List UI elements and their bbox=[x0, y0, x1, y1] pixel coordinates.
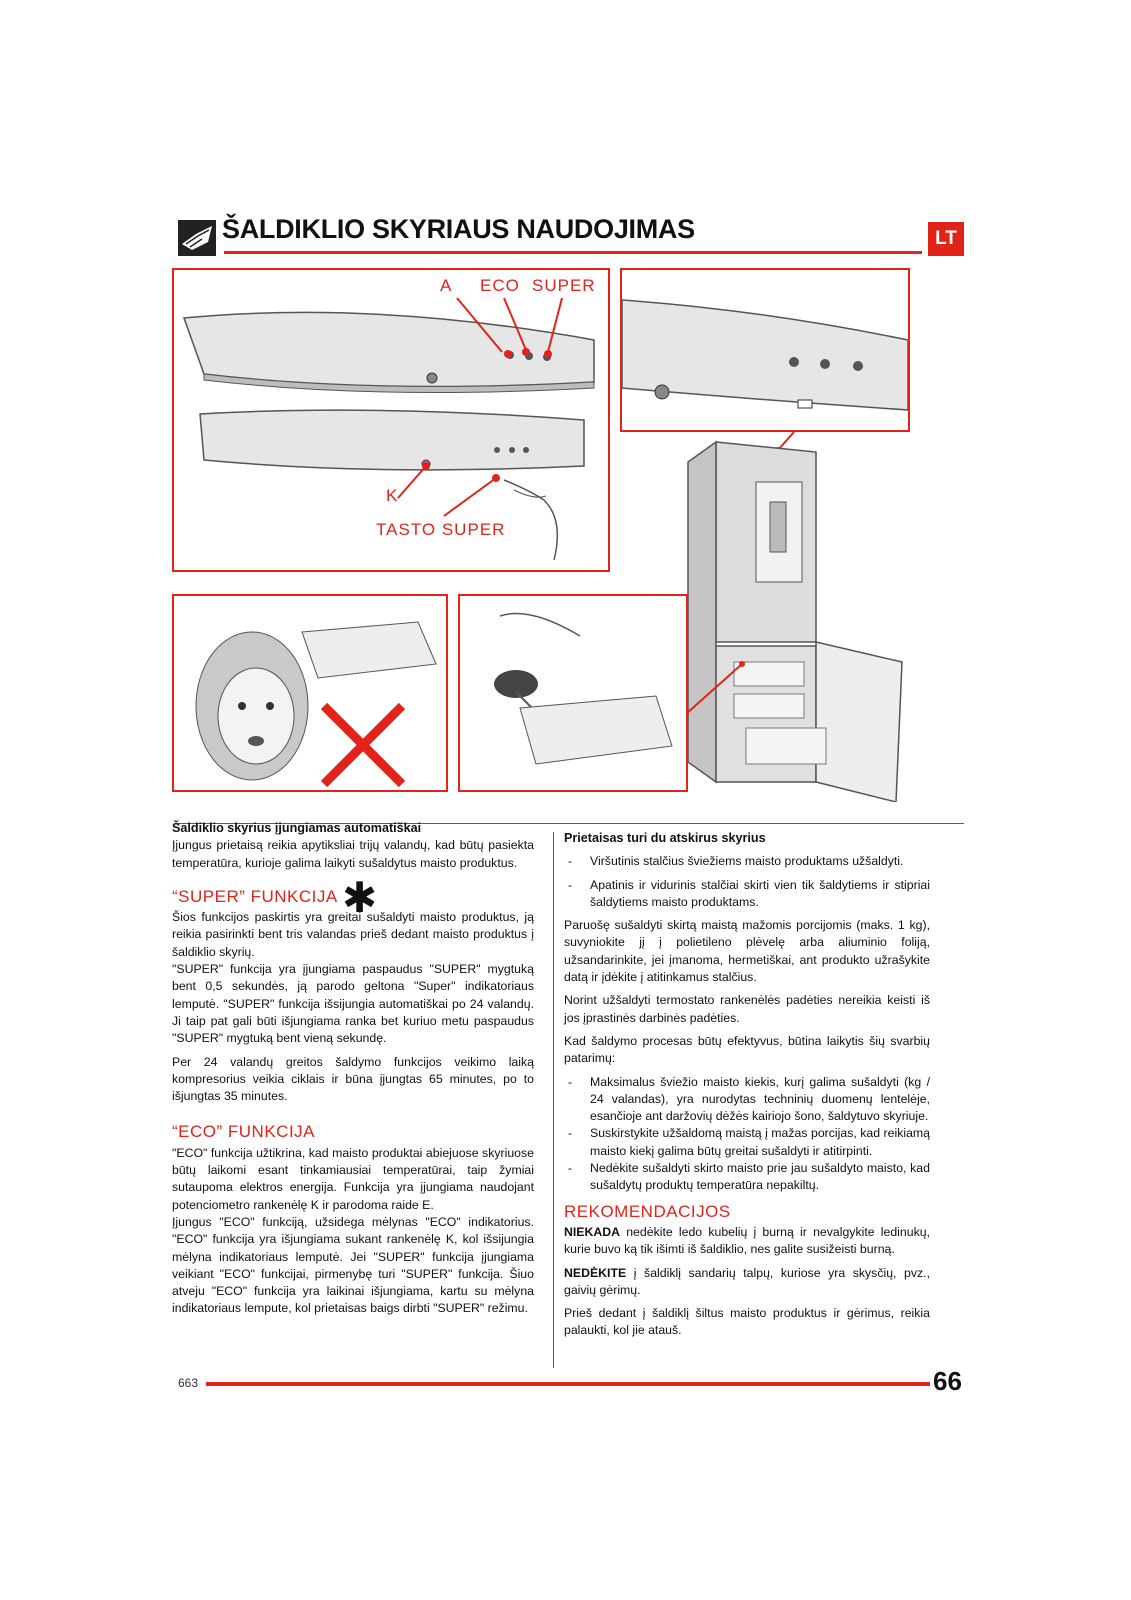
label-a: A bbox=[440, 276, 453, 295]
auto-start-heading: Šaldiklio skyrius įjungiamas automatiškai bbox=[172, 821, 422, 835]
super-compressor-text: Per 24 valandų greitos šaldymo funkcijos veikimo laiką kompresorius veikia ciklais ir būna įjungtas 65 minutes, po to išjungtas 35 minutes. bbox=[172, 1054, 534, 1104]
book-icon bbox=[178, 220, 216, 256]
fridge-illustration bbox=[686, 432, 910, 802]
label-k: K bbox=[386, 486, 399, 505]
eco-purpose-text: "ECO" funkcija užtikrina, kad maisto produktai abiejuose skyriuose būtų laikomi esant tinkamiausiai temperatūrai, taip žymiai sutaupoma elektros energija. Funkcija yra įjungiama naudojant potenciometro rankenėlę K ir parodoma raide E. bbox=[172, 1145, 534, 1212]
super-purpose-text: Šios funkcijos paskirtis yra greitai sušaldyti maisto produktus, ją reikia pasirinkti bent tris valandas prieš dedant maisto produktus į šaldiklio skyrių. bbox=[172, 910, 534, 959]
asterisk-icon: ✱ bbox=[342, 873, 378, 921]
super-function-heading: “SUPER” FUNKCIJA ✱ bbox=[172, 873, 378, 921]
child-ice-warning-illustration bbox=[174, 596, 446, 790]
thermostat-text: Norint užšaldyti termostato rankenėlės padėties nereikia keisti iš jos įprastinės darbinės padėties. bbox=[564, 993, 930, 1025]
auto-start-text: Įjungus prietaisą reikia apytiksliai trijų valandų, kad būtų pasiekta temperatūra, kurioje galima laikyti sušaldytus maisto produktus. bbox=[172, 838, 534, 870]
page-number: 66 bbox=[933, 1366, 962, 1396]
list-item: - Nedėkite sušaldyti skirto maisto prie jau sušaldyto maisto, kad sušaldytų produktų temperatūra nepakiltų. bbox=[564, 1160, 930, 1195]
recommendation-warm-food: Prieš dedant į šaldiklį šiltus maisto produktus ir gėrimus, reikia palaukti, kol jie atauš. bbox=[564, 1306, 930, 1338]
page-title: ŠALDIKLIO SKYRIAUS NAUDOJIMAS bbox=[222, 214, 695, 244]
compartments-heading: Prietaisas turi du atskirus skyrius bbox=[564, 831, 766, 845]
left-column bbox=[172, 820, 534, 1318]
label-tasto-super: TASTO SUPER bbox=[376, 520, 506, 539]
list-item: - Apatinis ir vidurinis stalčiai skirti vien tik šaldytiems ir stipriai šaldytiems maisto produktams. bbox=[564, 877, 930, 912]
language-badge: LT bbox=[928, 222, 964, 256]
title-divider bbox=[224, 251, 922, 254]
label-super: SUPER bbox=[532, 276, 596, 295]
recommendation-liquids: NEDĖKITE į šaldiklį sandarių talpų, kuriose yra skysčių, pvz., gaivių gėrimų. bbox=[564, 1265, 930, 1297]
super-activation-text: "SUPER" funkcija yra įjungiama paspaudus "SUPER" mygtuką bent 0,5 sekundės, ją parodo geltona "Super" indikatoriaus lemputė. "SUPER" funkcija išsijungia automatiškai po 24 valandų. Ji taip pat gali būti išjungiama ranka bet kuriuo metu paspaudus "SUPER" mygtuką bent vieną sekundę. bbox=[172, 962, 534, 1046]
recommendations-heading: REKOMENDACIJOS bbox=[564, 1201, 731, 1221]
recommendation-ice: NIEKADA nedėkite ledo kubelių į burną ir nevalgykite ledinukų, kurie buvo ką tik išimti iš šaldiklio, nes galite susižeisti burną. bbox=[564, 1224, 930, 1257]
list-item: - Viršutinis stalčius šviežiems maisto produktams užšaldyti. bbox=[564, 853, 930, 870]
label-eco: ECO bbox=[480, 276, 520, 295]
eco-function-heading: “ECO” FUNKCIJA bbox=[172, 1122, 315, 1142]
footer-divider bbox=[206, 1382, 930, 1386]
list-item: - Maksimalus šviežio maisto kiekis, kurį galima sušaldyti (kg / 24 valandas), yra nurodytas techninių duomenų lentelėje, esančioje ant daržovių dėžės kairiojo šono, šaldytuvo skyriuje. bbox=[564, 1074, 930, 1126]
packing-text: Paruošę sušaldyti skirtą maistą mažomis porcijomis (maks. 1 kg), suvyniokite jį į polietileno plėvelę arba aliuminio foliją, užsandarinkite, jei įmanoma, hermetiškai, ant produkto užrašykite datą ir įdėkite į atitinkamus stalčius. bbox=[564, 918, 930, 985]
child-warning-figure bbox=[172, 594, 448, 792]
ice-tray-filling-illustration bbox=[460, 596, 686, 790]
tips-intro-text: Kad šaldymo procesas būtų efektyvus, būtina laikytis šių svarbių patarimų: bbox=[564, 1033, 930, 1066]
control-panel-figure bbox=[172, 268, 610, 572]
eco-activation-text: Įjungus "ECO" funkciją, užsidega mėlynas "ECO" indikatorius. "ECO" funkcija yra išjungiama sukant rankenėlę K, kol išsijungia mėlyna indikatoriaus lemputė. Jei "SUPER" funkcija įjungiama veikiant "ECO" funkcijai, pirmenybę turi "SUPER" funkcija. Šiuo atveju "ECO" funkcija yra laikinai išjungiama, kartu su mėlyna indikatoriaus lempute, kol prietaisas baigs dirbti "SUPER" režimu. bbox=[172, 1214, 534, 1316]
column-divider bbox=[553, 832, 554, 1368]
control-panel-detail-illustration bbox=[622, 270, 908, 430]
control-panel-detail-figure bbox=[620, 268, 910, 432]
list-item: - Suskirstykite užšaldomą maistą į mažas porcijas, kad reikiamą maisto kiekį galima būtų greitai sušaldyti ir atitirpinti. bbox=[564, 1125, 930, 1160]
ice-tray-figure bbox=[458, 594, 688, 792]
right-column bbox=[564, 830, 930, 1340]
document-code: 663 bbox=[178, 1376, 199, 1390]
